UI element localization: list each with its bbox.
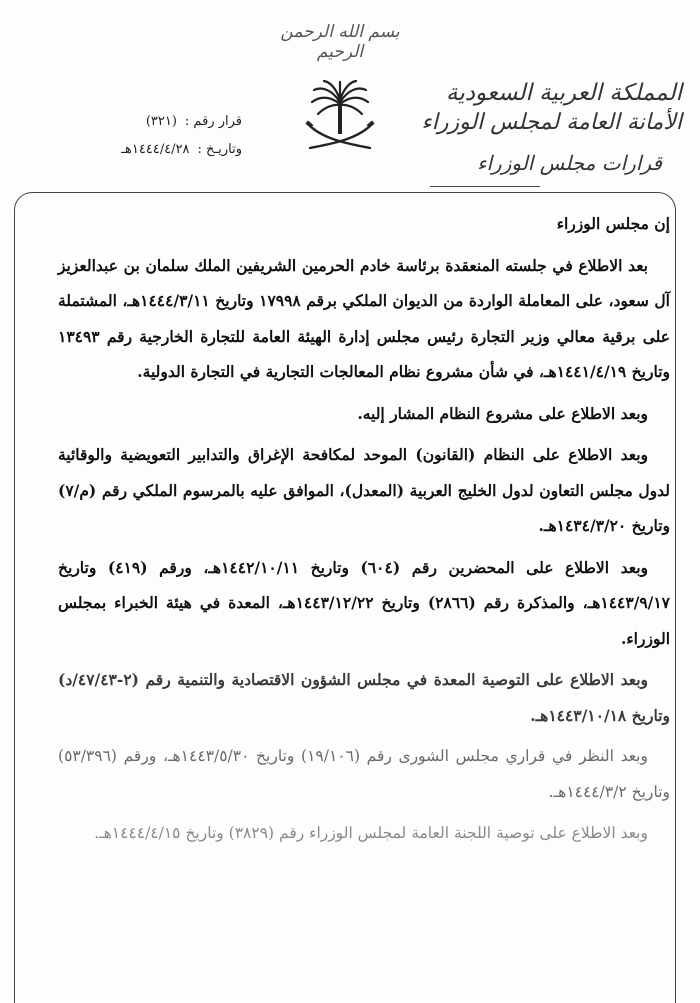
paragraph-7: وبعد الاطلاع على توصية اللجنة العامة لمجلس الوزراء رقم (٣٨٢٩) وتاريخ ١٤٤٤/٤/١٥هـ. [94,824,648,842]
paragraph-4: وبعد الاطلاع على المحضرين رقم (٦٠٤) وتاريخ ١٤٤٢/١٠/١١هـ، ورقم (٤١٩) وتاريخ ١٤٤٣/٩/١٧هـ، والمذكرة رقم (٢٨٦٦) وتاريخ ١٤٤٣/١٢/٢٢هـ، المعدة في هيئة الخبراء بمجلس الوزراء. [58,557,670,648]
issuing-authority-block [421,78,682,178]
decision-number-value: (٣٢١) [145,114,177,129]
decision-number-label: قرار رقم : [184,114,242,129]
opening-line: إن مجلس الوزراء [556,214,670,233]
paragraph-2: وبعد الاطلاع على مشروع النظام المشار إليه. [357,403,648,423]
decision-date-row [72,136,242,164]
decision-number-row [72,108,242,136]
council-decisions-title: قرارات مجلس الوزراء [477,151,662,175]
decision-body [58,206,670,852]
decision-reference-block [72,108,242,164]
paragraph-5: وبعد الاطلاع على التوصية المعدة في مجلس الشؤون الاقتصادية والتنمية رقم (٢-٤٧/٤٣/د) وتاريخ ١٤٤٣/١٠/١٨هـ. [58,670,670,725]
kingdom-name: المملكة العربية السعودية [446,80,682,106]
basmala-calligraphy: بسم الله الرحمن الرحيم [280,22,400,62]
paragraph-6: وبعد النظر في قراري مجلس الشورى رقم (١٩/١٠٦) وتاريخ ١٤٤٣/٥/٣٠هـ، ورقم (٥٣/٣٩٦) وتاريخ ١٤٤٤/٣/٢هـ. [58,747,670,801]
paragraph-1: بعد الاطلاع في جلسته المنعقدة برئاسة خادم الحرمين الشريفين الملك سلمان بن عبدالعزيز آل سعود، على المعاملة الواردة من الديوان الملكي برقم ١٧٩٩٨ وتاريخ ١٤٤٤/٣/١١هـ، المشتملة على برقية معالي وزير التجارة رئيس مجلس إدارة الهيئة العامة للتجارة الخارجية رقم ١٣٤٩٣ وتاريخ ١٤٤١/٤/١٩هـ، في شأن مشروع نظام المعالجات التجارية في التجارة الدولية. [58,255,670,381]
paragraph-3: وبعد الاطلاع على النظام (القانون) الموحد لمكافحة الإغراق والتدابير التعويضية والوقائية لدول مجلس التعاون لدول الخليج العربية (المعدل)، الموافق عليه بالمرسوم الملكي رقم (م/٧) وتاريخ ١٤٣٤/٣/٢٠هـ. [58,445,670,535]
decision-date-label: وتاريـخ : [197,142,242,157]
secretariat-name: الأمانة العامة لمجلس الوزراء [421,110,682,135]
saudi-emblem-icon [300,78,380,158]
decision-date-value: ١٤٤٤/٤/٢٨هـ [121,142,190,157]
